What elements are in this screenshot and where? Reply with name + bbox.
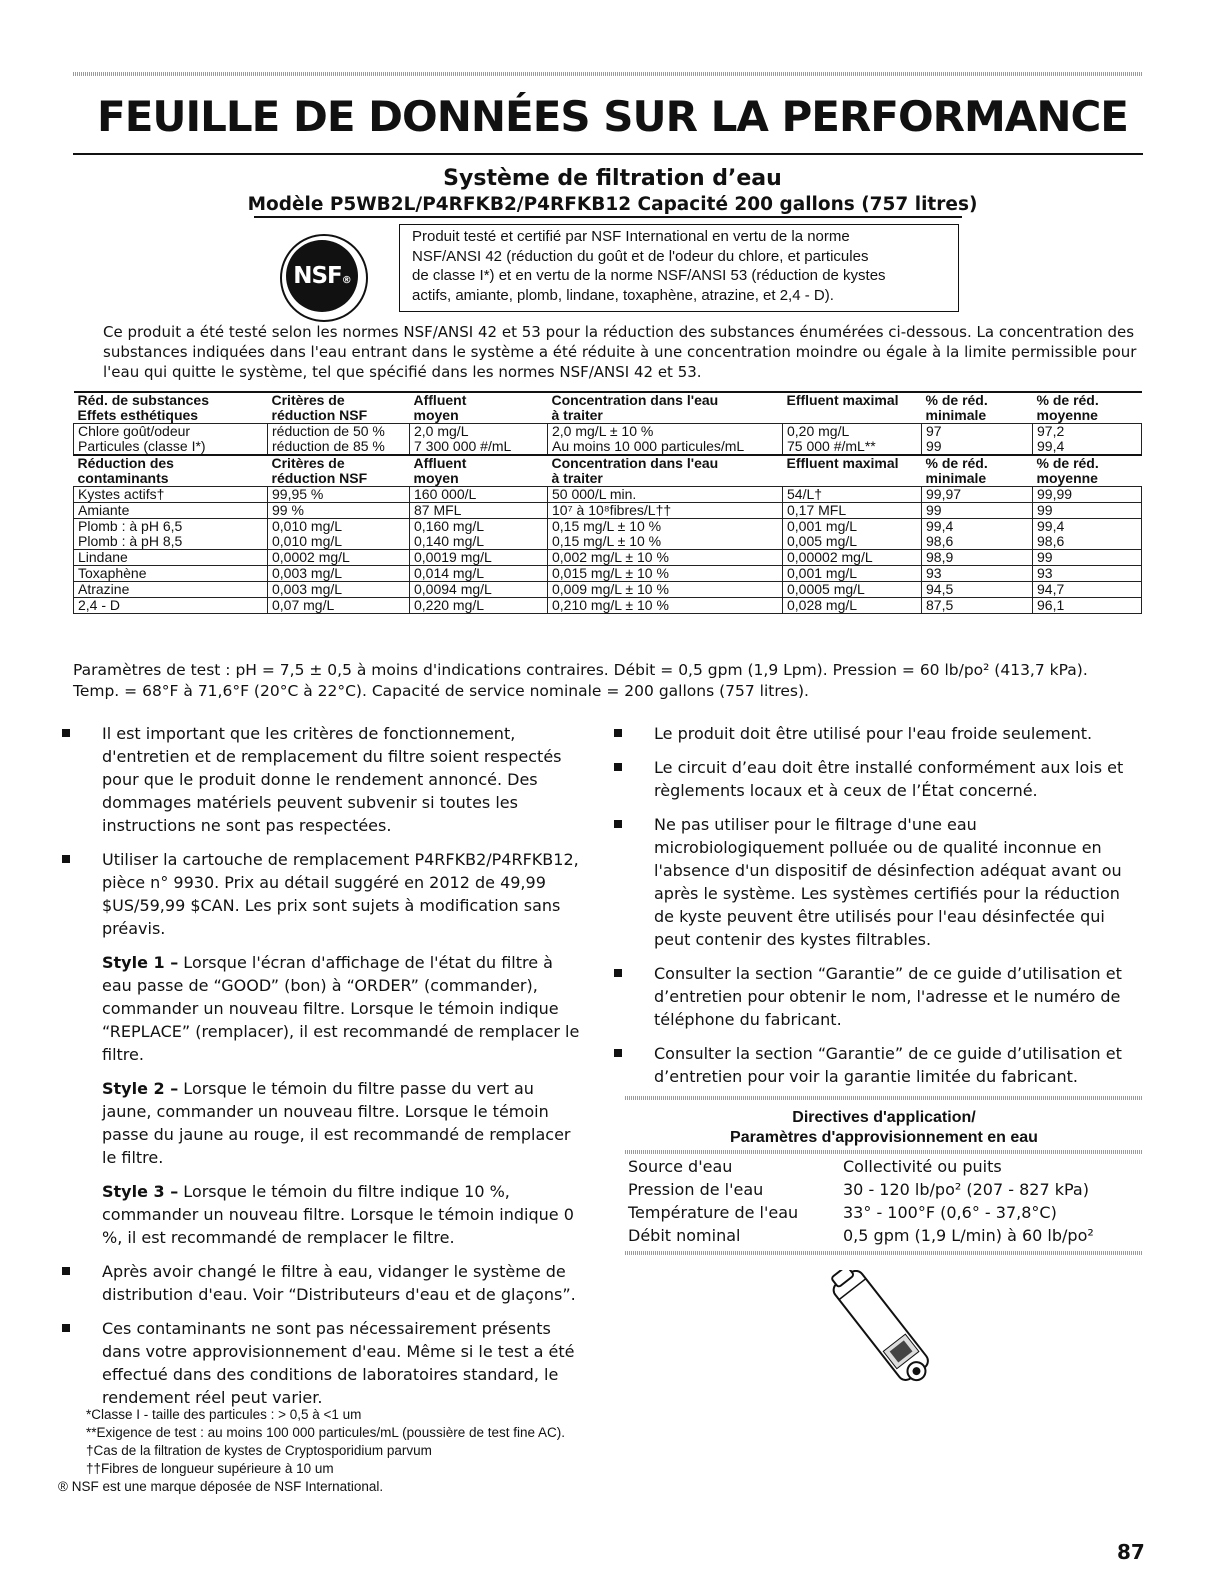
style-paragraph: Style 1 – Lorsque l'écran d'affichage de l'état du filtre à eau passe de “GOOD” (bon) à “ORDER” (commander), commander un nouveau filtre. Lorsque le témoin indique “REPLACE” (remplacer), il est recommandé de remplacer le filtre. (102, 953, 580, 1064)
footnote: ††Fibres de longueur supérieure à 10 um (86, 1461, 334, 1476)
table-cell: 0,014 mg/L (410, 566, 548, 582)
table-cell: 2,0 mg/L 7 300 000 #/mL (410, 424, 548, 456)
table-cell: 0,002 mg/L ± 10 % (548, 550, 783, 566)
table-cell: 87 MFL (410, 503, 548, 519)
table-header-cell: Affluent moyen (410, 455, 548, 487)
table-cell: 0,17 MFL (783, 503, 922, 519)
table-cell: 50 000/L min. (548, 487, 783, 503)
style-label: Style 1 – (102, 953, 179, 972)
table-cell: 87,5 (922, 598, 1033, 614)
bullet-item: Consulter la section “Garantie” de ce guide d’utilisation et d’entretien pour voir la garantie limitée du fabricant. (614, 1042, 1144, 1088)
table-header-row (74, 455, 1142, 487)
table-cell: 99,4 98,6 (922, 519, 1033, 550)
table-cell: Amiante (74, 503, 268, 519)
directives-label: Température de l'eau (628, 1203, 799, 1222)
table-cell: 99,95 % (268, 487, 410, 503)
table-cell: 2,0 mg/L ± 10 % Au moins 10 000 particules/mL (548, 424, 783, 456)
table-cell: 0,07 mg/L (268, 598, 410, 614)
bullet-item: Il est important que les critères de fonctionnement, d'entretien et de remplacement du filtre soient respectés pour que le produit donne le rendement annoncé. Des dommages matériels peuvent subvenir si toutes les instructions ne sont pas respectées. (62, 722, 587, 837)
style-paragraph: Style 2 – Lorsque le témoin du filtre passe du vert au jaune, commander un nouveau filtre. Lorsque le témoin passe du jaune au rouge, il est recommandé de remplacer le filtre. (102, 1079, 571, 1167)
directives-mid-hatch (625, 1150, 1143, 1154)
table-cell: 98,9 (922, 550, 1033, 566)
table-cell: 0,001 mg/L 0,005 mg/L (783, 519, 922, 550)
table-header-cell: % de réd. minimale (922, 455, 1033, 487)
right-column (614, 722, 1144, 1099)
cert-line: de classe I*) et en vertu de la norme NSF/ANSI 53 (réduction de kystes (412, 267, 886, 284)
cert-line: actifs, amiante, plomb, lindane, toxaphène, atrazine, et 2,4 - D). (412, 286, 834, 304)
title-rule (73, 153, 1143, 155)
top-hatch-rule (73, 72, 1143, 76)
system-subtitle: Système de filtration d’eau (443, 166, 782, 191)
model-line: Modèle P5WB2L/P4RFKB2/P4RFKB12 Capacité 200 gallons (757 litres) (247, 194, 978, 215)
performance-table (73, 391, 1142, 614)
table-cell: 0,010 mg/L 0,010 mg/L (268, 519, 410, 550)
table-row (74, 582, 1142, 598)
table-cell: 0,0002 mg/L (268, 550, 410, 566)
table-cell: 160 000/L (410, 487, 548, 503)
table-cell: 0,20 mg/L 75 000 #/mL** (783, 424, 922, 456)
directives-value: 0,5 gpm (1,9 L/min) à 60 lb/po² (843, 1226, 1094, 1245)
filter-cartridge-image (812, 1270, 952, 1385)
table-cell: Chlore goût/odeur Particules (classe I*) (74, 424, 268, 456)
table-row (74, 566, 1142, 582)
certification-box (399, 224, 959, 312)
table-row (74, 598, 1142, 614)
table-cell: 0,028 mg/L (783, 598, 922, 614)
directives-label: Pression de l'eau (628, 1180, 764, 1199)
table-cell: 0,160 mg/L 0,140 mg/L (410, 519, 548, 550)
test-parameters (73, 660, 1153, 702)
directives-row (628, 1226, 1148, 1249)
table-cell: 99,97 (922, 487, 1033, 503)
table-header-cell: Effluent maximal (783, 392, 922, 424)
table-header-cell: % de réd. moyenne (1033, 392, 1142, 424)
table-cell: 93 (1033, 566, 1142, 582)
table-cell: 0,003 mg/L (268, 566, 410, 582)
intro-paragraph: Ce produit a été testé selon les normes NSF/ANSI 42 et 53 pour la réduction des substances énumérées ci-dessous. La concentration des substances indiquées dans l'eau entrant dans le système a été réduite à une concentration moindre ou égale à la limite permissible pour l'eau qui quitte le système, tel que spécifié dans les normes NSF/ANSI 42 et 53. (103, 323, 1137, 381)
table-cell: 99 (1033, 503, 1142, 519)
footnotes (58, 1406, 566, 1496)
table-cell: 0,210 mg/L ± 10 % (548, 598, 783, 614)
directives-top-hatch (625, 1096, 1143, 1100)
table-header-cell: Effluent maximal (783, 455, 922, 487)
bullet-item: Ces contaminants ne sont pas nécessairement présents dans votre approvisionnement d'eau. Même si le test a été effectué dans des conditions de laboratoires standard, le rendement réel peut varier. (62, 1317, 587, 1409)
table-header-cell: Concentration dans l'eau à traiter (548, 392, 783, 424)
table-cell: 0,220 mg/L (410, 598, 548, 614)
directives-row (628, 1180, 1148, 1203)
table-cell: 0,009 mg/L ± 10 % (548, 582, 783, 598)
table-header-cell: Concentration dans l'eau à traiter (548, 455, 783, 487)
bullet-item: Le produit doit être utilisé pour l'eau froide seulement. (614, 722, 1144, 745)
params-line: Temp. = 68°F à 71,6°F (20°C à 22°C). Capacité de service nominale = 200 gallons (757 litres). (73, 682, 809, 700)
table-row (74, 519, 1142, 550)
table-header-cell: Affluent moyen (410, 392, 548, 424)
model-rule (254, 216, 962, 218)
directives-value: 33° - 100°F (0,6° - 37,8°C) (843, 1203, 1057, 1222)
table-header-cell: Réd. de substances Effets esthétiques (74, 392, 268, 424)
table-cell: 0,0019 mg/L (410, 550, 548, 566)
table-cell: 99 (922, 503, 1033, 519)
directives-label: Débit nominal (628, 1226, 741, 1245)
table-cell: 99,4 98,6 (1033, 519, 1142, 550)
table-cell: Kystes actifs† (74, 487, 268, 503)
style-label: Style 2 – (102, 1079, 179, 1098)
table-cell: 0,001 mg/L (783, 566, 922, 582)
cert-line: Produit testé et certifié par NSF International en vertu de la norme (412, 228, 850, 245)
nsf-logo-text: NSF (293, 263, 342, 289)
bullet-item: Après avoir changé le filtre à eau, vidanger le système de distribution d'eau. Voir “Distributeurs d'eau et de glaçons”. (62, 1260, 587, 1306)
directives-value: 30 - 120 lb/po² (207 - 827 kPa) (843, 1180, 1089, 1199)
directives-title-line: Directives d'application/ (792, 1109, 976, 1126)
page-number: 87 (1117, 1540, 1145, 1564)
footnote: *Classe I - taille des particules : > 0,5 à <1 um (86, 1407, 362, 1422)
directives-label: Source d'eau (628, 1157, 733, 1176)
table-header-cell: Critères de réduction NSF (268, 392, 410, 424)
table-cell: 54/L† (783, 487, 922, 503)
table-cell: 94,5 (922, 582, 1033, 598)
table-cell: 97 99 (922, 424, 1033, 456)
cert-line: NSF/ANSI 42 (réduction du goût et de l'odeur du chlore, et particules (412, 247, 869, 265)
footnote: †Cas de la filtration de kystes de Cryptosporidium parvum (86, 1443, 432, 1458)
table-cell: 0,15 mg/L ± 10 % 0,15 mg/L ± 10 % (548, 519, 783, 550)
params-line: Paramètres de test : pH = 7,5 ± 0,5 à moins d'indications contraires. Débit = 0,5 gpm (1,9 Lpm). Pression = 60 lb/po² (413,7 kPa). (73, 661, 1088, 679)
table-row (74, 487, 1142, 503)
table-header-row (74, 392, 1142, 424)
nsf-logo: NSF® (280, 234, 368, 322)
table-header-cell: Réduction des contaminants (74, 455, 268, 487)
page-title: FEUILLE DE DONNÉES SUR LA PERFORMANCE (97, 92, 1128, 141)
table-cell: 2,4 - D (74, 598, 268, 614)
bullet-item: Consulter la section “Garantie” de ce guide d’utilisation et d’entretien pour obtenir le nom, l'adresse et le numéro de téléphone du fabricant. (614, 962, 1144, 1031)
directives-row (628, 1203, 1148, 1226)
bullet-item: Utiliser la cartouche de remplacement P4RFKB2/P4RFKB12, pièce n° 9930. Prix au détail suggéré en 2012 de 49,99 $US/59,99 $CAN. Les prix sont sujets à modification sans préavis. (62, 848, 587, 940)
table-cell: 96,1 (1033, 598, 1142, 614)
directives-bottom-hatch (625, 1251, 1143, 1255)
table-cell: 0,0094 mg/L (410, 582, 548, 598)
directives-title-line: Paramètres d'approvisionnement en eau (730, 1129, 1038, 1146)
table-row (74, 424, 1142, 456)
table-cell: Plomb : à pH 6,5 Plomb : à pH 8,5 (74, 519, 268, 550)
table-cell: réduction de 50 % réduction de 85 % (268, 424, 410, 456)
directives-value: Collectivité ou puits (843, 1157, 1002, 1176)
style-paragraph: Style 3 – Lorsque le témoin du filtre indique 10 %, commander un nouveau filtre. Lorsque le témoin indique 0 %, il est recommandé de remplacer le filtre. (102, 1182, 574, 1247)
table-cell: Lindane (74, 550, 268, 566)
table-row (74, 503, 1142, 519)
table-cell: Toxaphène (74, 566, 268, 582)
directives-title (625, 1108, 1143, 1148)
table-cell: 0,015 mg/L ± 10 % (548, 566, 783, 582)
table-row (74, 550, 1142, 566)
table-cell: 99 (1033, 550, 1142, 566)
table-header-cell: % de réd. moyenne (1033, 455, 1142, 487)
footnote: ® NSF est une marque déposée de NSF International. (58, 1479, 384, 1494)
table-cell: Atrazine (74, 582, 268, 598)
table-cell: 0,003 mg/L (268, 582, 410, 598)
table-cell: 0,0005 mg/L (783, 582, 922, 598)
bullet-item: Ne pas utiliser pour le filtrage d'une eau microbiologiquement polluée ou de qualité inconnue en l'absence d'un dispositif de désinfection adéquat avant ou après le système. Les systèmes certifiés pour la réduction de kyste peuvent être utilisés pour l'eau désinfectée qui peut contenir des kystes filtrables. (614, 813, 1144, 951)
table-cell: 94,7 (1033, 582, 1142, 598)
bullet-item: Le circuit d’eau doit être installé conformément aux lois et règlements locaux et à ceux de l’État concerné. (614, 756, 1144, 802)
left-column (62, 722, 587, 1420)
table-header-cell: % de réd. minimale (922, 392, 1033, 424)
table-cell: 97,2 99,4 (1033, 424, 1142, 456)
table-header-cell: Critères de réduction NSF (268, 455, 410, 487)
table-cell: 93 (922, 566, 1033, 582)
table-cell: 0,00002 mg/L (783, 550, 922, 566)
footnote: **Exigence de test : au moins 100 000 particules/mL (poussière de test fine AC). (86, 1425, 566, 1440)
directives-row (628, 1157, 1148, 1180)
table-cell: 99,99 (1033, 487, 1142, 503)
table-cell: 10⁷ à 10⁸fibres/L†† (548, 503, 783, 519)
table-cell: 99 % (268, 503, 410, 519)
style-label: Style 3 – (102, 1182, 179, 1201)
